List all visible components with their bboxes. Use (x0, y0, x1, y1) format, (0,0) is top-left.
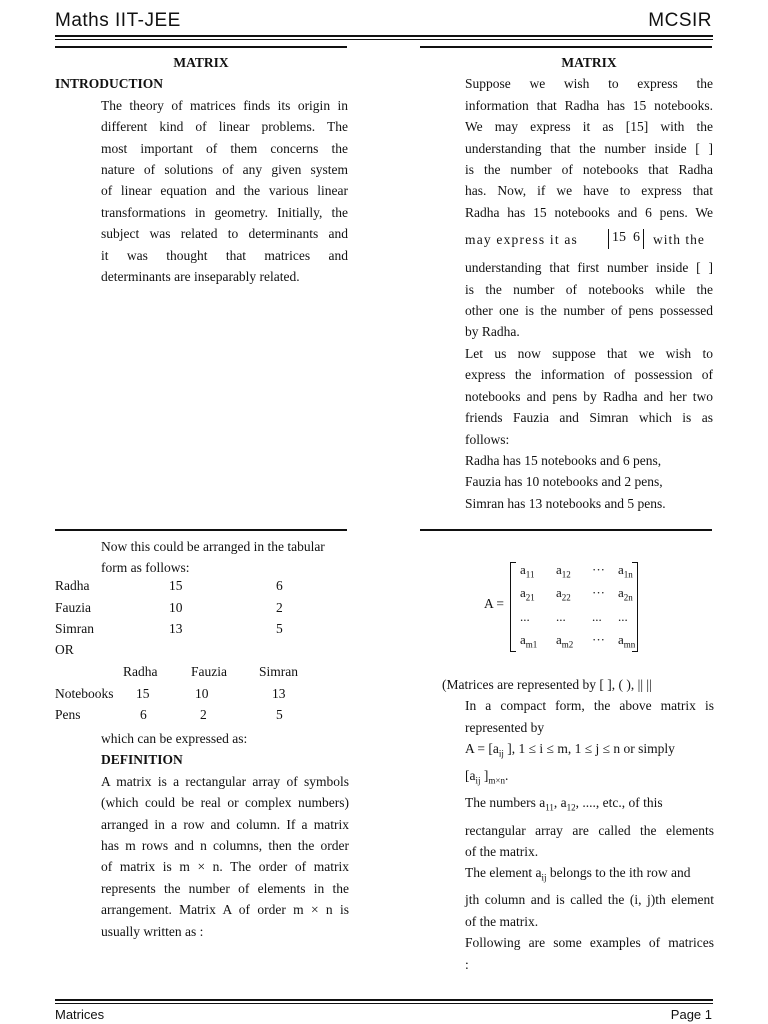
text-line: Let us now suppose that we wish to (465, 345, 713, 361)
row-vector (608, 229, 644, 249)
matrix-element: $a_{12}$ (556, 562, 571, 580)
text-line: nature of solutions of any given system (101, 162, 348, 178)
header-rule-bottom (55, 39, 713, 40)
text-line: arranged in a row and column. If a matrix (101, 816, 349, 832)
text-line: Fauzia has 10 notebooks and 2 pens, (465, 474, 663, 490)
matrix-element: ··· (592, 585, 605, 600)
text-line: The theory of matrices finds its origin in (101, 97, 348, 113)
text-line: Simran has 13 notebooks and 5 pens. (465, 495, 666, 511)
element-line-1: The element $a_{ij}$ belongs to the ith row and (465, 865, 691, 883)
matrix-element: ... (592, 609, 602, 624)
footer-page-number: Page 1 (670, 1007, 712, 1022)
table1-row-name: Fauzia (55, 600, 91, 615)
text-line: notebooks and pens by Radha and her two (465, 388, 713, 404)
table2-cell: 13 (272, 686, 286, 701)
text-line: Radha has 15 notebooks and 6 pens, (465, 452, 662, 468)
text-line: express the information of possession of (465, 367, 713, 383)
element-line-3: of the matrix. (465, 913, 539, 929)
left-top-rule (55, 46, 347, 48)
table1-row-notebooks: 13 (169, 621, 183, 636)
introduction-paragraph (55, 95, 348, 288)
left-heading: MATRIX (173, 55, 229, 70)
numbers-line-3: of the matrix. (465, 843, 539, 859)
text-line: has. Now, if we have to express that (465, 183, 713, 199)
matrix-element: $a_{m1}$ (520, 632, 538, 650)
text-line: of matrix is m × n. The order of matrix (101, 859, 349, 875)
text-line: follows: (465, 431, 510, 447)
table1-row-name: Simran (55, 621, 94, 636)
footer-chapter: Matrices (55, 1007, 105, 1022)
table1-row (55, 578, 355, 599)
compact-line-2: represented by (465, 719, 545, 735)
footer-rule-bottom (55, 1003, 713, 1004)
text-line: of linear equation and the various linear (101, 183, 348, 199)
matrix-element: $a_{1n}$ (618, 562, 633, 580)
element-line-2: jth column and is called the (i, j)th element (465, 892, 714, 908)
text-line: by Radha. (465, 324, 520, 340)
table2-cell: 5 (276, 707, 283, 722)
expressed-text: which can be expressed as: (101, 731, 248, 746)
text-line: understanding that first number inside [ ] (465, 260, 713, 276)
text-line: different kind of linear problems. The (101, 119, 348, 135)
may-express-text: may express it as (465, 232, 579, 248)
table2-row (55, 707, 355, 728)
text-line: arrangement. Matrix A of order m × n is (101, 902, 349, 918)
matrix-element: ··· (592, 632, 605, 647)
matrix-element: ... (556, 609, 566, 624)
header-title: Maths IIT-JEE (55, 10, 181, 31)
right-top-rule (420, 46, 712, 48)
table1-row-notebooks: 15 (169, 578, 183, 593)
text-line: usually written as : (101, 923, 204, 939)
text-line: represents the number of elements in the (101, 880, 349, 896)
table2-cell: 10 (195, 686, 209, 701)
matrix-element: $a_{m2}$ (556, 632, 574, 650)
table1-row-name: Radha (55, 578, 90, 593)
text-line: information that Radha has 15 notebooks. (465, 97, 713, 113)
table2-cell: 2 (200, 707, 207, 722)
left-top-column (55, 52, 347, 287)
text-line: friends Fauzia and Simran which is as (465, 410, 713, 426)
left-bottom-rule (55, 529, 347, 531)
table1-row (55, 600, 355, 621)
represented-text: (Matrices are represented by [ ], ( ), || || (442, 677, 652, 692)
matrix-element: $a_{11}$ (520, 562, 535, 580)
compact-line-3: $A = [a_{ij}$ ], 1 ≤ i ≤ m, 1 ≤ j ≤ n or simply (465, 741, 675, 759)
or-text: OR (55, 642, 74, 657)
text-line: has m rows and n columns, then the order (101, 838, 349, 854)
matrix-element: $a_{mn}$ (618, 632, 636, 650)
matrix-element: $a_{22}$ (556, 585, 571, 603)
text-line: determinants are inseparably related. (101, 269, 300, 285)
general-matrix (484, 560, 664, 654)
right-heading: MATRIX (561, 55, 617, 70)
introduction-heading: INTRODUCTION (55, 76, 164, 92)
matrix-element: $a_{21}$ (520, 585, 535, 603)
matrix-label: A = (484, 596, 504, 611)
table2-cell: 6 (140, 707, 147, 722)
table2-row-name: Notebooks (55, 686, 114, 701)
footer-rule-top (55, 999, 713, 1001)
text-line: is the number of notebooks that Radha (465, 162, 713, 178)
text-line: it was thought that matrices and (101, 247, 348, 263)
table2-header-cell: Radha (123, 664, 158, 679)
matrix-element: ··· (592, 562, 605, 577)
table1-row-pens: 6 (276, 578, 283, 593)
table2-cell: 15 (136, 686, 150, 701)
right-bottom-rule (420, 529, 712, 531)
matrix-element: ... (618, 609, 628, 624)
text-line: subject was related to determinants and (101, 226, 348, 242)
header-rule-top (55, 35, 713, 37)
text-line: other one is the number of pens possessed (465, 303, 713, 319)
matrix-element: $a_{2n}$ (618, 585, 633, 603)
tabular-intro-line-1: Now this could be arranged in the tabular (101, 539, 325, 554)
table1-row-pens: 2 (276, 600, 283, 615)
right-top-column (465, 52, 713, 514)
following-line-1: Following are some examples of matrices (465, 935, 714, 951)
text-line: Suppose we wish to express the (465, 76, 713, 92)
text-line: transformations in geometry. Initially, the (101, 204, 348, 220)
right-paragraph-a (465, 73, 713, 223)
text-line: Radha has 15 notebooks and 6 pens. We (465, 204, 713, 220)
compact-line-1: In a compact form, the above matrix is (465, 698, 714, 714)
table2-header-cell: Fauzia (191, 664, 227, 679)
text-line: We may express it as [15] with the (465, 119, 713, 135)
numbers-line-1: The numbers $a_{11}$, $a_{12}$, ...., etc., of this (465, 795, 663, 814)
vector-line (465, 223, 713, 257)
with-the-text: with the (653, 232, 705, 248)
matrix-element: ... (520, 609, 530, 624)
text-line: most important of them concerns the (101, 140, 348, 156)
table2-row-name: Pens (55, 707, 81, 722)
or-separator (55, 642, 355, 663)
right-paragraph-b (465, 257, 713, 514)
matrix-left-bracket (510, 562, 516, 652)
table1-row (55, 621, 355, 642)
numbers-line-2: rectangular array are called the elements (465, 822, 714, 838)
row-vector-values: 15 6 (612, 230, 640, 246)
table2-header (55, 664, 355, 685)
text-line: is the number of notebooks while the (465, 281, 713, 297)
text-line: (which could be real or complex numbers) (101, 795, 349, 811)
text-line: A matrix is a rectangular array of symbols (101, 773, 349, 789)
table1-row-notebooks: 10 (169, 600, 183, 615)
text-line: understanding that the number inside [ ] (465, 140, 713, 156)
header-author: MCSIR (648, 10, 712, 31)
matrix-notes (442, 674, 714, 975)
table2-row (55, 686, 355, 707)
tabular-intro-line-2: form as follows: (101, 560, 190, 576)
definition-heading: DEFINITION (101, 752, 183, 768)
table2-header-cell: Simran (259, 664, 298, 679)
definition-paragraph (101, 771, 349, 942)
definition-block (101, 728, 349, 942)
following-line-2: : (465, 956, 469, 972)
table1-row-pens: 5 (276, 621, 283, 636)
tabular-intro (101, 536, 351, 579)
compact-line-4: [$a_{ij}$ ]$_{m\times n}$. (465, 768, 509, 786)
